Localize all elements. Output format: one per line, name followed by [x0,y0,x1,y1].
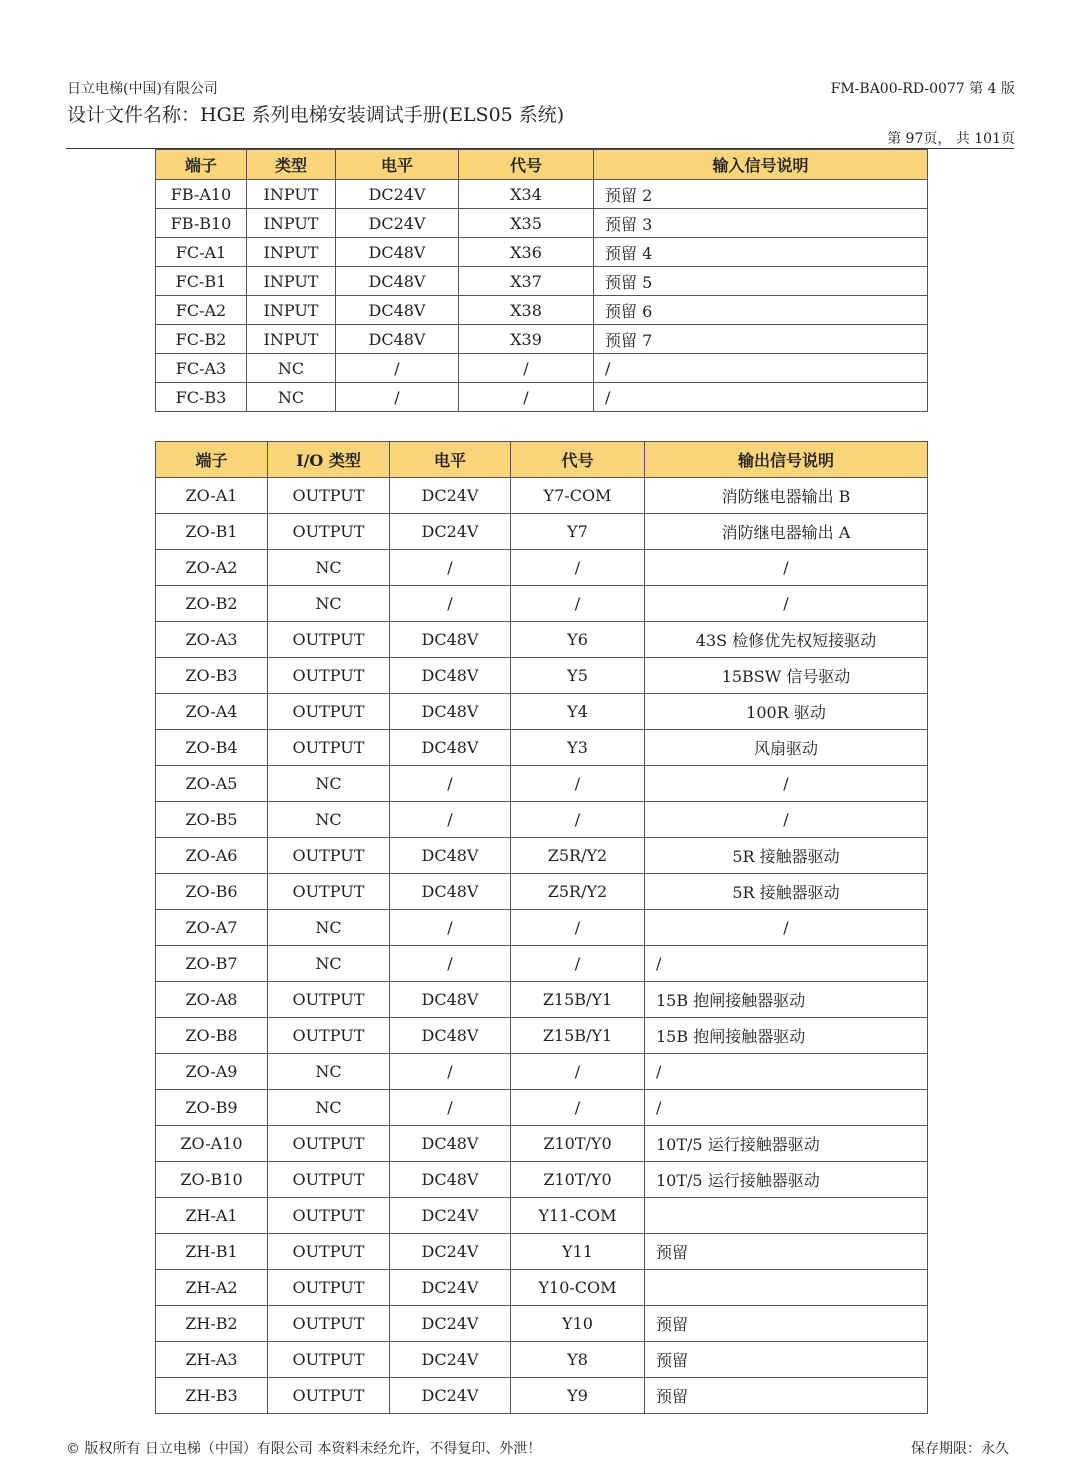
table-cell: DC24V [390,1270,511,1306]
table-cell: DC48V [390,1126,511,1162]
table-cell: ZO-B5 [156,802,268,838]
table-cell: ZO-A5 [156,766,268,802]
table-cell: ZH-B1 [156,1234,268,1270]
table-cell: OUTPUT [268,1306,390,1342]
table-cell: Y6 [511,622,645,658]
table-cell: / [645,586,928,622]
table-cell: DC48V [390,874,511,910]
table-cell: OUTPUT [268,1018,390,1054]
table-cell: Y5 [511,658,645,694]
table-cell: Y4 [511,694,645,730]
table-cell: / [511,1090,645,1126]
table-cell: / [645,1090,928,1126]
table-cell: DC48V [390,838,511,874]
table-cell: DC48V [390,658,511,694]
table-cell: NC [268,1054,390,1090]
table-row [156,730,928,766]
table-row [156,838,928,874]
table-cell: ZH-A3 [156,1342,268,1378]
header-cell: 端子 [156,150,247,180]
table-cell: OUTPUT [268,874,390,910]
document-title: 设计文件名称：HGE 系列电梯安装调试手册(ELS05 系统) [67,104,565,126]
table-cell: FC-B3 [156,383,247,412]
table-cell: / [390,766,511,802]
table-cell: DC24V [390,1306,511,1342]
table-cell: ZO-B10 [156,1162,268,1198]
table-cell: / [459,383,594,412]
table-cell: ZH-B2 [156,1306,268,1342]
table-cell: X38 [459,296,594,325]
table-row [156,1234,928,1270]
table-cell: / [390,802,511,838]
table-row [156,658,928,694]
table-cell: Z10T/Y0 [511,1162,645,1198]
table-cell: ZO-B2 [156,586,268,622]
table-cell: DC48V [390,730,511,766]
table-cell: NC [247,383,336,412]
table-cell: 15BSW 信号驱动 [645,658,928,694]
table-cell: / [390,550,511,586]
table-row [156,910,928,946]
table-cell: OUTPUT [268,514,390,550]
table-row [156,354,928,383]
table-cell: NC [268,1090,390,1126]
table-cell: 预留 2 [594,180,928,209]
table-cell: Z10T/Y0 [511,1126,645,1162]
table-cell [645,1198,928,1234]
table-cell: Y8 [511,1342,645,1378]
table-cell: DC48V [336,267,459,296]
table-cell: 预留 6 [594,296,928,325]
table-row [156,267,928,296]
table-cell: DC24V [390,514,511,550]
table-cell: NC [268,802,390,838]
input-signal-table [155,149,928,412]
table-cell: DC24V [390,1342,511,1378]
table-cell: OUTPUT [268,658,390,694]
table-cell: / [511,910,645,946]
table-cell: OUTPUT [268,1198,390,1234]
table-cell: FC-B1 [156,267,247,296]
table-cell: NC [268,946,390,982]
table-cell [645,1270,928,1306]
table-cell: X35 [459,209,594,238]
table-row [156,550,928,586]
table-cell: ZO-A2 [156,550,268,586]
table-cell: / [594,354,928,383]
table-cell: FC-B2 [156,325,247,354]
output-signal-table [155,441,928,1414]
table-cell: 消防继电器输出 B [645,478,928,514]
table-cell: Z5R/Y2 [511,838,645,874]
table-cell: OUTPUT [268,1270,390,1306]
table-row [156,238,928,267]
table-row [156,982,928,1018]
table-cell: FB-B10 [156,209,247,238]
table-row [156,1306,928,1342]
table-cell: Z15B/Y1 [511,982,645,1018]
table-cell: DC24V [336,209,459,238]
table-cell: FC-A3 [156,354,247,383]
table-cell: ZO-A9 [156,1054,268,1090]
header-cell: 输入信号说明 [594,150,928,180]
table-cell: / [511,586,645,622]
header-cell: 代号 [511,442,645,478]
table-cell: ZO-A8 [156,982,268,1018]
table-cell: DC48V [336,238,459,267]
table-cell: 风扇驱动 [645,730,928,766]
table-cell: INPUT [247,238,336,267]
table-row [156,1342,928,1378]
table-cell: / [511,802,645,838]
table-cell: 预留 5 [594,267,928,296]
table-row [156,1090,928,1126]
table-cell: / [390,1054,511,1090]
table-row [156,874,928,910]
table-cell: OUTPUT [268,1234,390,1270]
retention-period: 保存期限：永久 [911,1441,1009,1457]
table-cell: DC24V [390,1378,511,1414]
table-cell: DC24V [390,1234,511,1270]
table-cell: OUTPUT [268,838,390,874]
table-cell: Y3 [511,730,645,766]
table-cell: OUTPUT [268,1342,390,1378]
table-cell: ZO-B1 [156,514,268,550]
table-cell: DC24V [390,478,511,514]
table-cell: / [390,946,511,982]
table-cell: NC [247,354,336,383]
table-cell: Y7-COM [511,478,645,514]
table-row [156,325,928,354]
table-cell: 10T/5 运行接触器驱动 [645,1162,928,1198]
table-cell: FC-A1 [156,238,247,267]
table-cell: DC48V [336,325,459,354]
table-cell: / [511,1054,645,1090]
table-cell: OUTPUT [268,622,390,658]
table-cell: NC [268,586,390,622]
copyright-notice: © 版权所有 日立电梯（中国）有限公司 本资料未经允许，不得复印、外泄！ [66,1441,542,1457]
table-cell: 5R 接触器驱动 [645,874,928,910]
table-cell: ZH-B3 [156,1378,268,1414]
table-cell: 10T/5 运行接触器驱动 [645,1126,928,1162]
table-cell: / [390,586,511,622]
table-cell: ZO-B4 [156,730,268,766]
table-row [156,514,928,550]
table-cell: 预留 [645,1234,928,1270]
table-row [156,694,928,730]
table-cell: / [645,1054,928,1090]
table-cell: / [390,1090,511,1126]
table-cell: FB-A10 [156,180,247,209]
table-header-row [156,442,928,478]
table-cell: Y10 [511,1306,645,1342]
table-cell: DC24V [390,1198,511,1234]
table-cell: ZO-A1 [156,478,268,514]
table-cell: 15B 抱闸接触器驱动 [645,982,928,1018]
table-cell: / [511,766,645,802]
table-cell: INPUT [247,180,336,209]
header-cell: 电平 [390,442,511,478]
table-row [156,1270,928,1306]
table-cell: OUTPUT [268,1126,390,1162]
table-cell: Y11 [511,1234,645,1270]
header-cell: 类型 [247,150,336,180]
table-row [156,478,928,514]
table-cell: 预留 3 [594,209,928,238]
table-cell: / [645,550,928,586]
table-cell: X37 [459,267,594,296]
table-cell: OUTPUT [268,1162,390,1198]
table-cell: DC48V [390,982,511,1018]
table-cell: OUTPUT [268,982,390,1018]
table-cell: DC48V [336,296,459,325]
table-cell: Y11-COM [511,1198,645,1234]
table-row [156,1126,928,1162]
table-cell: 预留 [645,1342,928,1378]
table-cell: 15B 抱闸接触器驱动 [645,1018,928,1054]
table-cell: Y9 [511,1378,645,1414]
table-cell: ZO-B8 [156,1018,268,1054]
table-cell: 预留 4 [594,238,928,267]
table-cell: ZH-A1 [156,1198,268,1234]
table-cell: 预留 7 [594,325,928,354]
table-cell: NC [268,550,390,586]
table-cell: 预留 [645,1378,928,1414]
page-number: 第 97页， 共 101页 [887,131,1015,147]
table-cell: 5R 接触器驱动 [645,838,928,874]
table-cell: / [459,354,594,383]
table-cell: INPUT [247,209,336,238]
table-cell: ZO-A10 [156,1126,268,1162]
table-cell: Y10-COM [511,1270,645,1306]
table-cell: OUTPUT [268,694,390,730]
table-cell: ZO-B9 [156,1090,268,1126]
header-cell: 代号 [459,150,594,180]
table-cell: X36 [459,238,594,267]
table-cell: 100R 驱动 [645,694,928,730]
table-cell: DC48V [390,1018,511,1054]
table-cell: INPUT [247,325,336,354]
table-cell: / [511,550,645,586]
table-row [156,946,928,982]
table-cell: DC48V [390,694,511,730]
table-cell: DC24V [336,180,459,209]
table-cell: / [645,802,928,838]
table-cell: NC [268,766,390,802]
header-cell: 电平 [336,150,459,180]
table-cell: / [390,910,511,946]
company-name: 日立电梯(中国)有限公司 [67,81,218,97]
table-row [156,1162,928,1198]
table-cell: INPUT [247,267,336,296]
table-cell: / [645,766,928,802]
table-cell: ZO-A7 [156,910,268,946]
table-cell: / [645,910,928,946]
table-row [156,1018,928,1054]
table-cell: OUTPUT [268,730,390,766]
table-cell: DC48V [390,622,511,658]
table-cell: INPUT [247,296,336,325]
table-cell: 预留 [645,1306,928,1342]
table-cell: NC [268,910,390,946]
table-cell: / [336,354,459,383]
table-cell: ZO-A4 [156,694,268,730]
header-cell: 输出信号说明 [645,442,928,478]
table-cell: X39 [459,325,594,354]
table-cell: ZO-B3 [156,658,268,694]
table-cell: 消防继电器输出 A [645,514,928,550]
table-cell: / [594,383,928,412]
table-row [156,766,928,802]
table-cell: DC48V [390,1162,511,1198]
document-code: FM-BA00-RD-0077 第 4 版 [830,81,1015,97]
table-cell: ZO-A6 [156,838,268,874]
table-row [156,296,928,325]
table-cell: Z5R/Y2 [511,874,645,910]
table-row [156,586,928,622]
table-cell: Z15B/Y1 [511,1018,645,1054]
table-row [156,1378,928,1414]
table-cell: ZO-B6 [156,874,268,910]
table-row [156,209,928,238]
table-row [156,622,928,658]
table-cell: 43S 检修优先权短接驱动 [645,622,928,658]
table-cell: ZH-A2 [156,1270,268,1306]
table-cell: / [511,946,645,982]
table-row [156,1198,928,1234]
table-row [156,383,928,412]
table-cell: OUTPUT [268,478,390,514]
table-cell: FC-A2 [156,296,247,325]
header-cell: 端子 [156,442,268,478]
table-cell: ZO-A3 [156,622,268,658]
table-row [156,180,928,209]
table-cell: OUTPUT [268,1378,390,1414]
table-cell: ZO-B7 [156,946,268,982]
table-cell: / [645,946,928,982]
header-cell: I/O 类型 [268,442,390,478]
table-cell: X34 [459,180,594,209]
table-header-row [156,150,928,180]
table-row [156,1054,928,1090]
table-cell: Y7 [511,514,645,550]
table-row [156,802,928,838]
table-cell: / [336,383,459,412]
